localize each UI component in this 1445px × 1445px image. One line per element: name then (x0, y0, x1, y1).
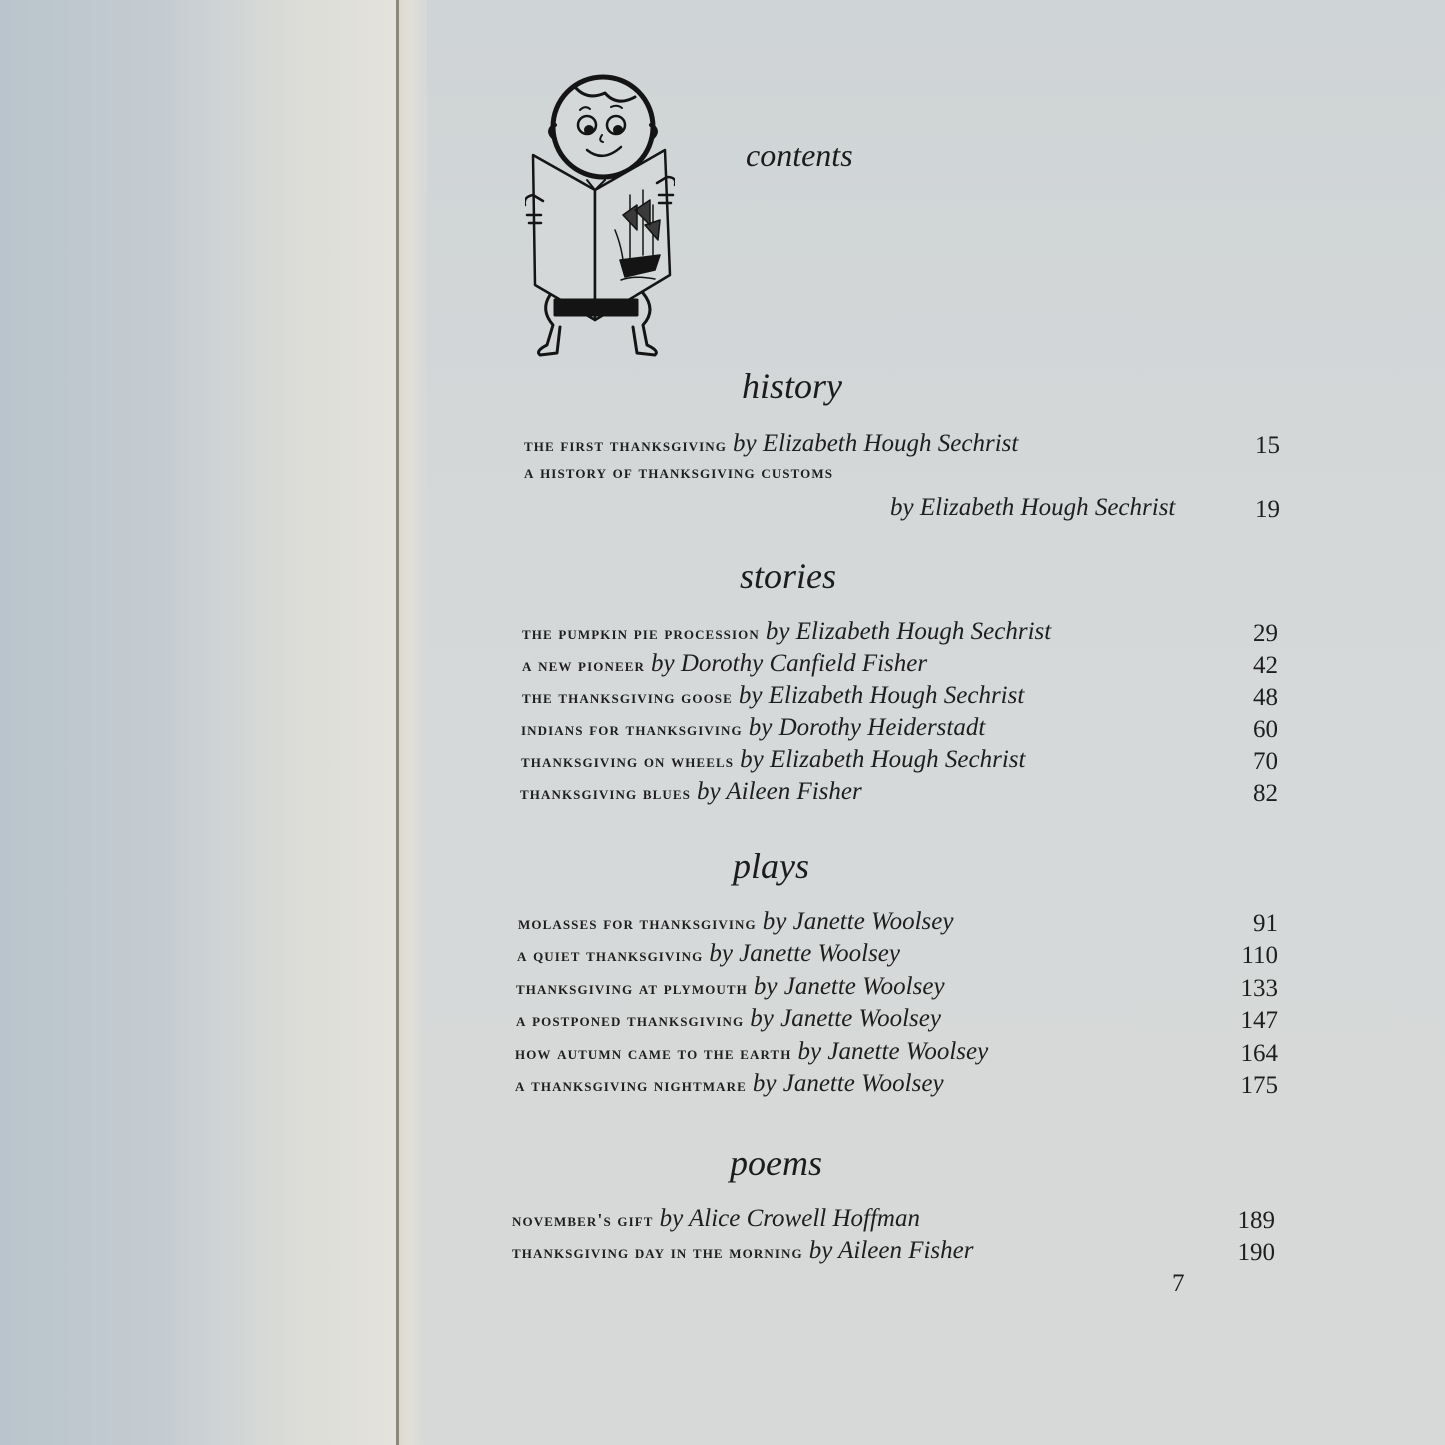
entry-page-number: 48 (1253, 684, 1278, 711)
section-heading-poems: poems (730, 1143, 822, 1183)
entry-author: by Elizabeth Hough Sechrist (740, 746, 1026, 773)
toc-entry[interactable] (516, 973, 945, 1003)
toc-entry[interactable] (517, 940, 900, 970)
entry-page-number: 91 (1253, 910, 1278, 937)
toc-entry[interactable] (522, 650, 927, 680)
entry-author: by Elizabeth Hough Sechrist (890, 494, 1176, 521)
toc-entry[interactable] (521, 714, 985, 744)
entry-page-number: 19 (1255, 496, 1280, 523)
toc-entry[interactable] (521, 746, 1025, 776)
toc-entry[interactable] (516, 1005, 941, 1035)
entry-title: thanksgiving blues (520, 783, 691, 803)
boy-reading-illustration-icon (525, 55, 675, 360)
entry-page-number: 147 (1240, 1007, 1278, 1034)
toc-entry[interactable] (515, 1070, 944, 1100)
entry-author: by Alice Crowell Hoffman (659, 1205, 920, 1232)
entry-author: by Elizabeth Hough Sechrist (738, 682, 1025, 709)
entry-title: molasses for thanksgiving (518, 913, 757, 933)
entry-title: the pumpkin pie procession (522, 623, 760, 643)
entry-author: by Elizabeth Hough Sechrist (765, 618, 1052, 645)
entry-author: by Janette Woolsey (753, 973, 945, 1000)
entry-title: a quiet thanksgiving (517, 945, 704, 965)
entry-title: the first thanksgiving (524, 435, 727, 455)
entry-page-number: 190 (1237, 1239, 1275, 1266)
entry-title: a thanksgiving nightmare (515, 1075, 747, 1095)
entry-page-number: 175 (1240, 1072, 1278, 1099)
entry-title: thanksgiving on wheels (521, 751, 735, 771)
entry-page-number: 133 (1240, 975, 1278, 1002)
toc-entry[interactable] (512, 1205, 920, 1235)
entry-title: a new pioneer (522, 655, 645, 675)
entry-page-number: 82 (1253, 780, 1278, 807)
section-heading-history: history (742, 366, 843, 406)
section-heading-stories: stories (740, 556, 837, 596)
toc-entry[interactable] (518, 908, 953, 938)
left-page (0, 0, 398, 1445)
entry-author: by Aileen Fisher (696, 778, 862, 805)
section-heading-plays: plays (733, 846, 809, 886)
gutter-shadow (399, 0, 427, 1445)
entry-author: by Elizabeth Hough Sechrist (732, 430, 1019, 457)
entry-page-number: 60 (1253, 716, 1278, 743)
entry-title: how autumn came to the earth (515, 1043, 792, 1063)
entry-page-number: 70 (1253, 748, 1278, 775)
toc-entry[interactable] (515, 1038, 988, 1068)
entry-page-number: 15 (1255, 432, 1280, 459)
entry-title: thanksgiving day in the morning (512, 1242, 803, 1262)
toc-entry[interactable] (524, 462, 833, 492)
entry-page-number: 164 (1240, 1040, 1278, 1067)
toc-entry[interactable] (522, 618, 1051, 648)
toc-entry[interactable] (524, 430, 1018, 460)
entry-author: by Janette Woolsey (752, 1070, 944, 1097)
entry-author: by Dorothy Canfield Fisher (650, 650, 928, 677)
entry-page-number: 29 (1253, 620, 1278, 647)
contents-title: contents (746, 137, 853, 173)
entry-title: thanksgiving at plymouth (516, 978, 748, 998)
entry-page-number: 189 (1237, 1207, 1275, 1234)
entry-page-number: 110 (1241, 942, 1278, 969)
entry-author: by Janette Woolsey (762, 908, 954, 935)
entry-title: the thanksgiving goose (522, 687, 733, 707)
page-folio-number: 7 (1172, 1270, 1185, 1297)
entry-author: by Janette Woolsey (709, 940, 900, 967)
toc-entry-author-line[interactable] (884, 494, 1175, 524)
toc-entry[interactable] (520, 778, 862, 808)
entry-title: a postponed thanksgiving (516, 1010, 745, 1030)
toc-entry[interactable] (512, 1237, 974, 1267)
entry-page-number: 42 (1253, 652, 1278, 679)
entry-author: by Janette Woolsey (750, 1005, 941, 1032)
entry-title: a history of thanksgiving customs (524, 462, 834, 482)
entry-author: by Janette Woolsey (797, 1038, 989, 1065)
entry-title: indians for thanksgiving (521, 719, 743, 739)
entry-author: by Aileen Fisher (808, 1237, 974, 1264)
entry-title: november's gift (512, 1210, 654, 1230)
toc-entry[interactable] (522, 682, 1024, 712)
entry-author: by Dorothy Heiderstadt (748, 714, 986, 741)
